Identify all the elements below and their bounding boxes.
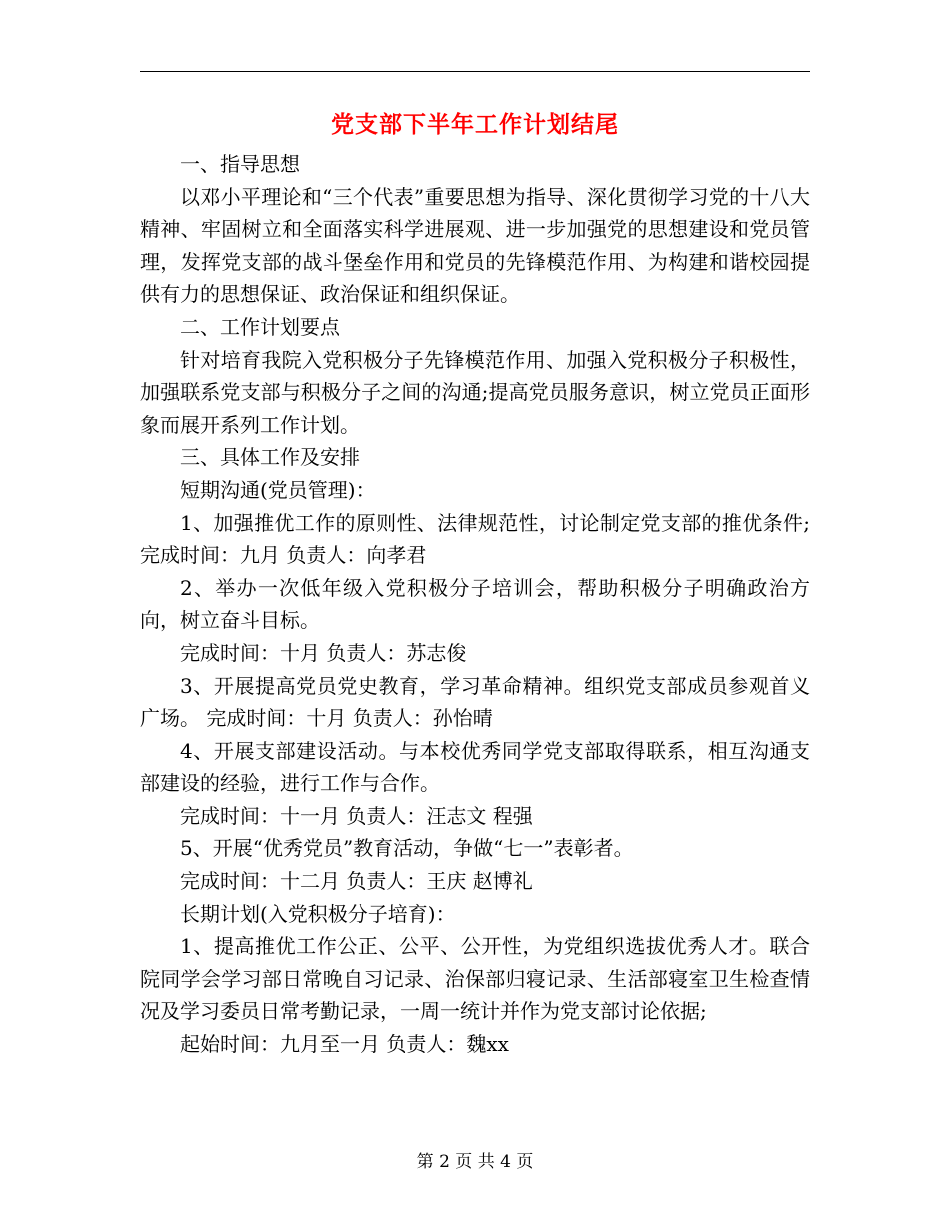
paragraph: 起始时间：九月至一月 负责人：魏xx bbox=[180, 1032, 509, 1057]
paragraph: 一、指导思想 bbox=[180, 152, 300, 176]
paragraph: 完成时间：十二月 负责人：王庆 赵博礼 bbox=[180, 869, 533, 894]
paragraph: 以邓小平理论和“三个代表”重要思想为指导、深化贯彻学习党的十八大精神、牢固树立和全面落实科学进展观、进一步加强党的思想建设和党员管理，发挥党支部的战斗堡垒作用和党员的先锋模范作用、为构建和谐校园提供有力的思想保证、政治保证和组织保证。 bbox=[140, 184, 810, 307]
paragraph: 3、开展提高党员党史教育，学习革命精神。组织党支部成员参观首义广场。 完成时间：十月 负责人：孙怡晴 bbox=[140, 673, 810, 731]
paragraph: 三、具体工作及安排 bbox=[180, 445, 360, 470]
paragraph: 短期沟通(党员管理)： bbox=[180, 477, 376, 502]
paragraph: 5、开展“优秀党员”教育活动，争做“七一”表彰者。 bbox=[180, 836, 634, 861]
document-title: 党支部下半年工作计划结尾 bbox=[331, 111, 619, 138]
paragraph: 完成时间：十月 负责人：苏志俊 bbox=[180, 640, 467, 665]
paragraph: 1、加强推优工作的原则性、法律规范性，讨论制定党支部的推优条件; 完成时间：九月 负责人：向孝君 bbox=[140, 510, 817, 568]
document-body bbox=[140, 148, 817, 1061]
paragraph: 针对培育我院入党积极分子先锋模范作用、加强入党积极分子积极性，加强联系党支部与积极分子之间的沟通;提高党员服务意识，树立党员正面形象而展开系列工作计划。 bbox=[140, 347, 810, 437]
paragraph: 长期计划(入党积极分子培育)： bbox=[180, 901, 456, 926]
page-number: 第 2 页 共 4 页 bbox=[416, 1152, 534, 1172]
paragraph: 1、提高推优工作公正、公平、公开性，为党组织选拔优秀人才。联合院同学会学习部日常晚自习记录、治保部归寝记录、生活部寝室卫生检查情况及学习委员日常考勤记录，一周一统计并作为党支部讨论依据; bbox=[140, 934, 810, 1024]
header-rule bbox=[140, 71, 810, 72]
paragraph: 2、举办一次低年级入党积极分子培训会，帮助积极分子明确政治方向，树立奋斗目标。 bbox=[140, 575, 810, 633]
paragraph: 完成时间：十一月 负责人：汪志文 程强 bbox=[180, 803, 533, 828]
paragraph: 4、开展支部建设活动。与本校优秀同学党支部取得联系，相互沟通支部建设的经验，进行工作与合作。 bbox=[140, 738, 810, 796]
paragraph: 二、工作计划要点 bbox=[180, 314, 340, 339]
